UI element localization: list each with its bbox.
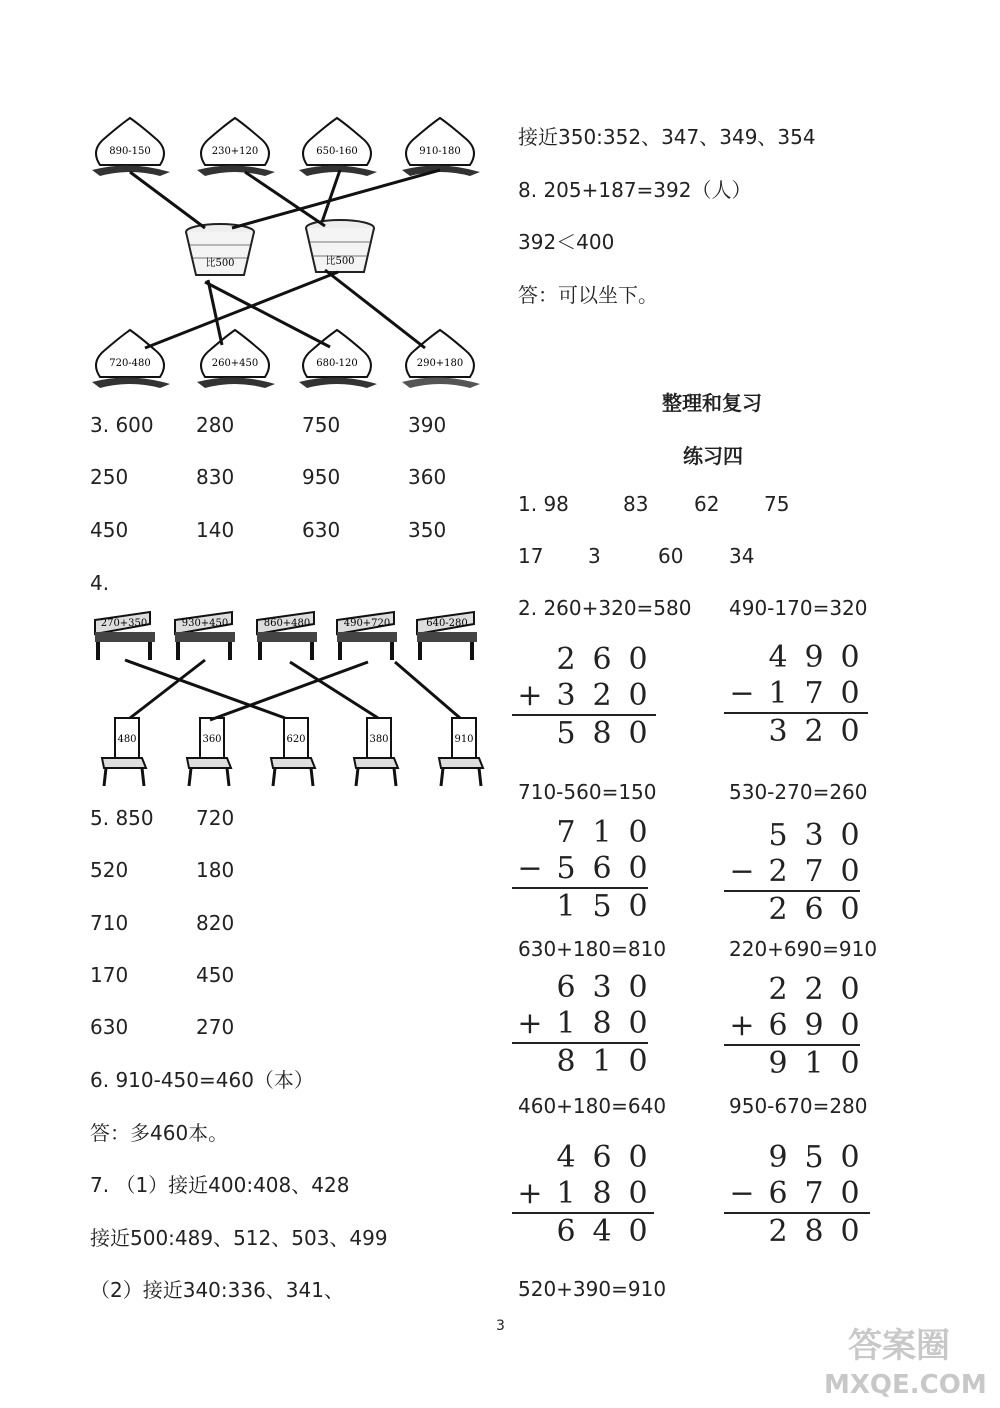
peach-label: 290+180 (416, 358, 464, 369)
q5-r3-c1: 710 (90, 911, 129, 935)
digit: 2 (556, 642, 576, 677)
chair-label: 480 (117, 734, 137, 745)
peach-890-150 (92, 118, 170, 176)
peach-910-180 (402, 118, 480, 176)
near-350-line: 接近350:352、347、349、354 (518, 125, 816, 149)
page-number: 3 (496, 1318, 505, 1334)
eq-label: 220+690=910 (729, 937, 878, 961)
operator: + (517, 1176, 543, 1211)
vertical-calc-260+320 (512, 642, 656, 752)
digit: 3 (768, 714, 788, 749)
eq-label: 2. 260+320=580 (518, 596, 692, 620)
vertical-calc-630+180 (512, 970, 656, 1080)
peach-label: 890-150 (109, 146, 151, 157)
vertical-calc-950-670 (724, 1140, 870, 1250)
q1-r1-c1: 1. 98 (518, 492, 569, 516)
q1-r2-c4: 34 (729, 544, 755, 568)
exercise-title: 练习四 (683, 444, 743, 468)
q1-r2-c1: 17 (518, 544, 544, 568)
digit: 0 (628, 1006, 648, 1041)
vertical-calc-220+690 (724, 972, 868, 1082)
digit: 8 (592, 1006, 612, 1041)
digit: 0 (628, 970, 648, 1005)
q5-r4-c2: 450 (196, 963, 235, 987)
q5-r2-c2: 180 (196, 858, 235, 882)
desk-860+480 (257, 612, 317, 660)
digit: 0 (840, 972, 860, 1007)
q4-label: 4. (90, 571, 110, 595)
operator: − (729, 854, 755, 889)
q3-r1-c1: 3. 600 (90, 413, 154, 437)
chair-label: 380 (369, 734, 389, 745)
digit: 4 (556, 1140, 576, 1175)
q3-r2-c3: 950 (302, 465, 341, 489)
q1-r2-c3: 60 (658, 544, 684, 568)
vertical-calc-530-270 (724, 818, 868, 928)
eq-label: 630+180=810 (518, 937, 667, 961)
q6-equation: 6. 910-450=460（本） (90, 1068, 314, 1092)
q3-r1-c4: 390 (408, 413, 447, 437)
digit: 3 (592, 970, 612, 1005)
digit: 1 (804, 1046, 824, 1081)
digit: 9 (804, 1008, 824, 1043)
digit: 0 (628, 1214, 648, 1249)
digit: 0 (840, 1046, 860, 1081)
q1-r1-c2: 83 (623, 492, 649, 516)
digit: 5 (592, 889, 612, 924)
digit: 6 (556, 970, 576, 1005)
digit: 9 (768, 1140, 788, 1175)
q3-r2-c2: 830 (196, 465, 235, 489)
peach-260+450 (197, 330, 275, 388)
q8-answer: 答：可以坐下。 (518, 283, 658, 307)
digit: 2 (804, 714, 824, 749)
digit: 1 (592, 815, 612, 850)
section-title: 整理和复习 (662, 391, 762, 415)
q1-r1-c3: 62 (694, 492, 720, 516)
q3-r2-c1: 250 (90, 465, 129, 489)
desk-930+450 (175, 612, 235, 660)
peach-label: 650-160 (316, 146, 358, 157)
peach-label: 260+450 (211, 358, 259, 369)
digit: 4 (768, 640, 788, 675)
eq-label: 460+180=640 (518, 1094, 667, 1118)
eq-label: 490-170=320 (729, 596, 868, 620)
digit: 2 (768, 972, 788, 1007)
q1-r2-c2: 3 (588, 544, 601, 568)
q5-r5-c1: 630 (90, 1015, 129, 1039)
digit: 0 (840, 640, 860, 675)
chair-620 (271, 718, 315, 786)
peach-650-160 (299, 118, 377, 176)
digit: 6 (592, 851, 612, 886)
digit: 1 (556, 889, 576, 924)
digit: 9 (768, 1046, 788, 1081)
peach-label: 680-120 (316, 358, 358, 369)
desk-640-280 (417, 612, 477, 660)
q5-r1-c1: 5. 850 (90, 806, 154, 830)
digit: 0 (840, 1176, 860, 1211)
basket-label: 比500 (205, 258, 235, 269)
digit: 8 (592, 716, 612, 751)
desk-label: 930+450 (181, 618, 229, 629)
last-equation: 520+390=910 (518, 1277, 667, 1301)
digit: 0 (840, 892, 860, 927)
eq-label: 710-560=150 (518, 780, 657, 804)
peach-label: 720-480 (109, 358, 151, 369)
digit: 6 (768, 1008, 788, 1043)
q8-compare: 392＜400 (518, 230, 615, 254)
digit: 0 (628, 1044, 648, 1079)
vertical-calc-710-560 (512, 815, 656, 925)
digit: 0 (628, 642, 648, 677)
digit: 0 (628, 815, 648, 850)
q1-r1-c4: 75 (764, 492, 790, 516)
q3-r1-c2: 280 (196, 413, 235, 437)
q3-r3-c3: 630 (302, 518, 341, 542)
digit: 5 (556, 851, 576, 886)
peach-connection-lines (130, 170, 440, 348)
operator: − (517, 851, 543, 886)
operator: − (729, 676, 755, 711)
q3-r2-c4: 360 (408, 465, 447, 489)
desk-label: 270+350 (100, 618, 148, 629)
digit: 1 (556, 1006, 576, 1041)
digit: 0 (628, 889, 648, 924)
digit: 2 (804, 972, 824, 1007)
vertical-calc-490-170 (724, 640, 868, 750)
chair-380 (354, 718, 398, 786)
peach-label: 910-180 (419, 146, 461, 157)
desk-270+350 (95, 612, 155, 660)
digit: 0 (840, 1140, 860, 1175)
digit: 5 (804, 1140, 824, 1175)
peach-label: 230+120 (211, 146, 259, 157)
digit: 0 (840, 818, 860, 853)
basket-label: 比500 (325, 256, 355, 267)
digit: 6 (556, 1214, 576, 1249)
digit: 2 (768, 854, 788, 889)
digit: 1 (768, 676, 788, 711)
digit: 1 (556, 1176, 576, 1211)
digit: 0 (840, 714, 860, 749)
digit: 5 (556, 716, 576, 751)
desk-490+720 (337, 612, 397, 660)
chair-360 (187, 718, 231, 786)
operator: + (517, 1006, 543, 1041)
digit: 3 (556, 678, 576, 713)
q6-answer: 答：多460本。 (90, 1121, 229, 1145)
digit: 7 (804, 676, 824, 711)
watermark-url: MXQE.COM (824, 1370, 987, 1400)
chair-label: 360 (202, 734, 222, 745)
digit: 5 (768, 818, 788, 853)
digit: 0 (840, 1214, 860, 1249)
digit: 0 (628, 716, 648, 751)
digit: 4 (592, 1214, 612, 1249)
digit: 0 (628, 1176, 648, 1211)
digit: 7 (804, 854, 824, 889)
chair-480 (102, 718, 146, 786)
desk-label: 640-280 (426, 618, 468, 629)
digit: 2 (592, 678, 612, 713)
q5-r1-c2: 720 (196, 806, 235, 830)
q3-r1-c3: 750 (302, 413, 341, 437)
chair-label: 910 (454, 734, 474, 745)
q3-r3-c2: 140 (196, 518, 235, 542)
q5-r3-c2: 820 (196, 911, 235, 935)
q3-r3-c1: 450 (90, 518, 129, 542)
digit: 7 (556, 815, 576, 850)
desk-connection-lines (125, 660, 460, 720)
chair-910 (439, 718, 483, 786)
digit: 0 (840, 854, 860, 889)
q5-r2-c1: 520 (90, 858, 129, 882)
peach-230+120 (197, 118, 275, 176)
q7-part1: 7. （1）接近400:408、428 (90, 1173, 350, 1197)
q5-r4-c1: 170 (90, 963, 129, 987)
chair-label: 620 (286, 734, 306, 745)
digit: 6 (592, 1140, 612, 1175)
operator: + (517, 678, 543, 713)
digit: 2 (768, 892, 788, 927)
digit: 8 (592, 1176, 612, 1211)
vertical-calc-460+180 (512, 1140, 656, 1250)
digit: 0 (840, 1008, 860, 1043)
basket-right (306, 220, 374, 272)
desk-label: 490+720 (343, 618, 391, 629)
peach-680-120 (299, 330, 377, 388)
digit: 0 (840, 676, 860, 711)
digit: 8 (556, 1044, 576, 1079)
digit: 6 (592, 642, 612, 677)
operator: − (729, 1176, 755, 1211)
eq-label: 530-270=260 (729, 780, 868, 804)
digit: 8 (804, 1214, 824, 1249)
operator: + (729, 1008, 755, 1043)
watermark-logo: 答案圈 (848, 1326, 950, 1366)
digit: 6 (768, 1176, 788, 1211)
q5-r5-c2: 270 (196, 1015, 235, 1039)
digit: 1 (592, 1044, 612, 1079)
digit: 9 (804, 640, 824, 675)
digit: 0 (628, 678, 648, 713)
digit: 7 (804, 1176, 824, 1211)
eq-label: 950-670=280 (729, 1094, 868, 1118)
peach-720-480 (92, 330, 170, 388)
digit: 3 (804, 818, 824, 853)
q7-near-500: 接近500:489、512、503、499 (90, 1226, 388, 1250)
q3-r3-c4: 350 (408, 518, 447, 542)
digit: 6 (804, 892, 824, 927)
desk-label: 860+480 (263, 618, 311, 629)
digit: 0 (628, 1140, 648, 1175)
basket-left (186, 224, 254, 275)
q7-part2: （2）接近340:336、341、 (90, 1278, 344, 1302)
digit: 2 (768, 1214, 788, 1249)
q8-equation: 8. 205+187=392（人） (518, 178, 752, 202)
digit: 0 (628, 851, 648, 886)
